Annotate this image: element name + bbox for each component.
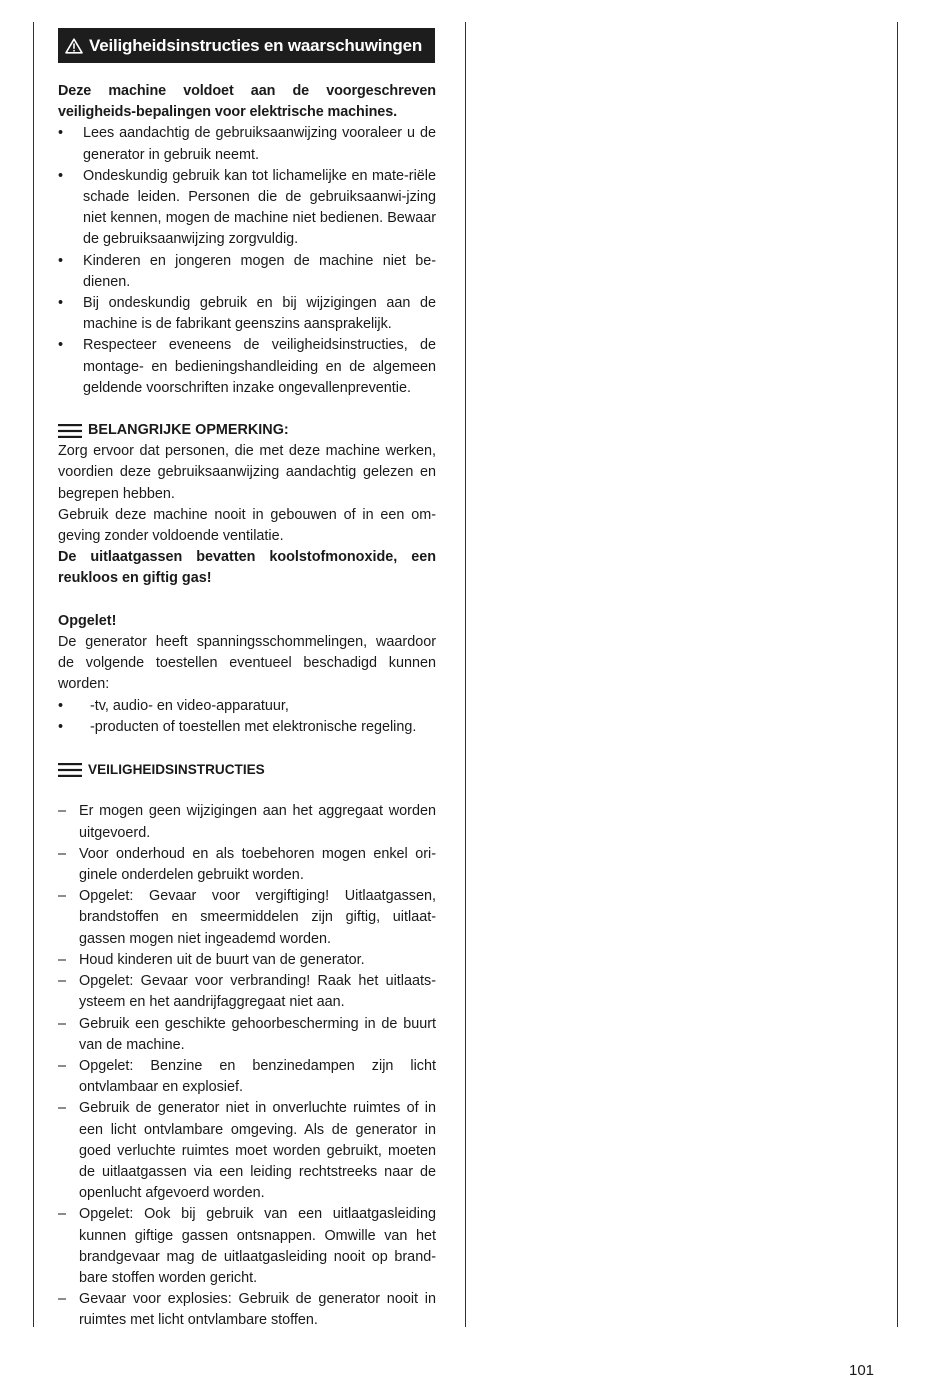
list-item-text: Er mogen geen wijzigingen aan het aggregaat worden uitgevoerd. <box>79 803 436 841</box>
dash-mark: – <box>58 1100 67 1117</box>
list-item-text: Voor onderhoud en als toebehoren mogen enkel ori-ginele onderdelen gebruikt worden. <box>79 845 436 884</box>
list-item <box>58 293 436 335</box>
bullet-mark: • <box>58 252 64 269</box>
list-item-text: Opgelet: Benzine en benzinedampen zijn licht ontvlambaar en explosief. <box>79 1057 436 1096</box>
caution-list <box>58 696 436 738</box>
list-item-text: Kinderen en jongeren mogen de machine niet be-dienen. <box>83 252 436 290</box>
list-item <box>58 696 436 717</box>
list-item <box>58 1289 436 1331</box>
caution-text: De generator heeft spanningsschommelingen, waardoor de volgende toestellen eventueel beschadigd kunnen worden: <box>58 634 436 693</box>
dash-mark: – <box>58 1206 67 1223</box>
dash-mark: – <box>58 1291 67 1308</box>
bullet-mark: • <box>58 718 64 735</box>
bullet-mark: • <box>58 295 64 312</box>
list-item-text: Houd kinderen uit de buurt van de generator. <box>79 951 365 968</box>
list-item-text: Bij ondeskundig gebruik en bij wijzigingen aan de machine is de fabrikant geenszins aansprakelijk. <box>83 295 436 333</box>
list-item <box>58 971 436 1013</box>
safety-heading-text: VEILIGHEIDSINSTRUCTIES <box>88 762 265 778</box>
list-item <box>58 950 436 971</box>
list-item-text: Gevaar voor explosies: Gebruik de generator nooit in ruimtes met licht ontvlambare stoffen. <box>79 1291 436 1329</box>
note-heading <box>58 420 436 441</box>
bullet-mark: • <box>58 167 64 184</box>
note-paragraph: Zorg ervoor dat personen, die met deze machine werken, voordien deze gebruiksaanwijzing aandachtig gelezen en begrepen hebben. <box>58 443 436 502</box>
dash-mark: – <box>58 845 67 862</box>
dash-mark: – <box>58 1057 67 1074</box>
bullet-mark: • <box>58 697 64 714</box>
bullet-mark: • <box>58 125 64 142</box>
list-item <box>58 1014 436 1056</box>
list-item-text: Opgelet: Ook bij gebruik van een uitlaatgasleiding kunnen giftige gassen ontsnappen. Omwille van het brandgevaar mag de uitlaatgasleiding nooit op brand-bare stoffen worden gericht. <box>79 1206 436 1286</box>
list-item <box>58 1056 436 1098</box>
list-item <box>58 1204 436 1289</box>
list-item-text: Respecteer eveneens de veiligheidsinstructies, de montage- en bedieningshandleiding en de algemeen geldende voorschriften inzake ongevallenpreventie. <box>83 337 436 396</box>
caution-heading: Opgelet! <box>58 612 117 629</box>
note-heading-text: BELANGRIJKE OPMERKING: <box>88 422 289 439</box>
warning-triangle-icon <box>65 38 83 54</box>
list-item-text: -producten of toestellen met elektronische regeling. <box>90 718 417 735</box>
list-item <box>58 801 436 843</box>
spacer <box>58 590 436 611</box>
list-item <box>58 123 436 165</box>
list-item-text: Gebruik een geschikte gehoorbescherming in de buurt van de machine. <box>79 1015 436 1053</box>
list-item <box>58 335 436 399</box>
dash-mark: – <box>58 973 67 990</box>
list-item <box>58 717 436 738</box>
safety-list <box>58 801 436 1331</box>
right-margin-rule <box>897 22 898 1327</box>
column-divider-rule <box>465 22 466 1327</box>
left-margin-rule <box>33 22 34 1327</box>
menu-lines-icon <box>58 762 82 778</box>
list-item <box>58 251 436 293</box>
list-item <box>58 1098 436 1204</box>
list-item-text: Ondeskundig gebruik kan tot lichamelijke en mate-riële schade leiden. Personen die de gebruiksaanwi-jzing niet kennen, mogen de machine niet bedienen. Bewaar de gebruiksaanwijzing zorgvuldig. <box>83 167 436 248</box>
safety-heading <box>58 759 436 780</box>
dash-mark: – <box>58 951 67 968</box>
intro-text: Deze machine voldoet aan de voorgeschreven veiligheids-bepalingen voor elektrische machines. <box>58 83 436 121</box>
list-item <box>58 166 436 251</box>
note-paragraph: Gebruik deze machine nooit in gebouwen of in een om-geving zonder voldoende ventilatie. <box>58 506 436 545</box>
spacer <box>58 780 436 801</box>
note-warning-text: De uitlaatgassen bevatten koolstofmonoxide, een reukloos en giftig gas! <box>58 549 436 587</box>
menu-lines-icon <box>58 423 82 439</box>
list-item-text: -tv, audio- en video-apparatuur, <box>90 697 289 714</box>
list-item <box>58 844 436 886</box>
page-number: 101 <box>849 1362 875 1379</box>
section-title: Veiligheidsinstructies en waarschuwingen <box>89 35 423 55</box>
dash-mark: – <box>58 1015 67 1032</box>
dash-mark: – <box>58 888 67 905</box>
content-column <box>58 28 436 1332</box>
list-item-text: Gebruik de generator niet in onverluchte ruimtes of in een licht ontvlambare omgeving. Als de generator in goed verluchte ruimtes moet worden gebruikt, moeten de uitlaatgassen via een leiding rechtstreeks naar de openlucht afgevoerd worden. <box>79 1100 436 1202</box>
bullet-mark: • <box>58 337 64 354</box>
list-item-text: Opgelet: Gevaar voor verbranding! Raak het uitlaats-ysteem en het aandrijfaggregaat niet aan. <box>79 973 436 1011</box>
list-item-text: Opgelet: Gevaar voor vergiftiging! Uitlaatgassen, brandstoffen en smeermiddelen zijn giftig, uitlaat-gassen mogen niet ingeademd worden. <box>79 888 436 947</box>
intro-bullet-list <box>58 123 436 399</box>
list-item-text: Lees aandachtig de gebruiksaanwijzing vooraleer u de generator in gebruik neemt. <box>83 125 436 163</box>
list-item <box>58 886 436 950</box>
dash-mark: – <box>58 803 67 820</box>
section-title-bar <box>58 28 435 63</box>
